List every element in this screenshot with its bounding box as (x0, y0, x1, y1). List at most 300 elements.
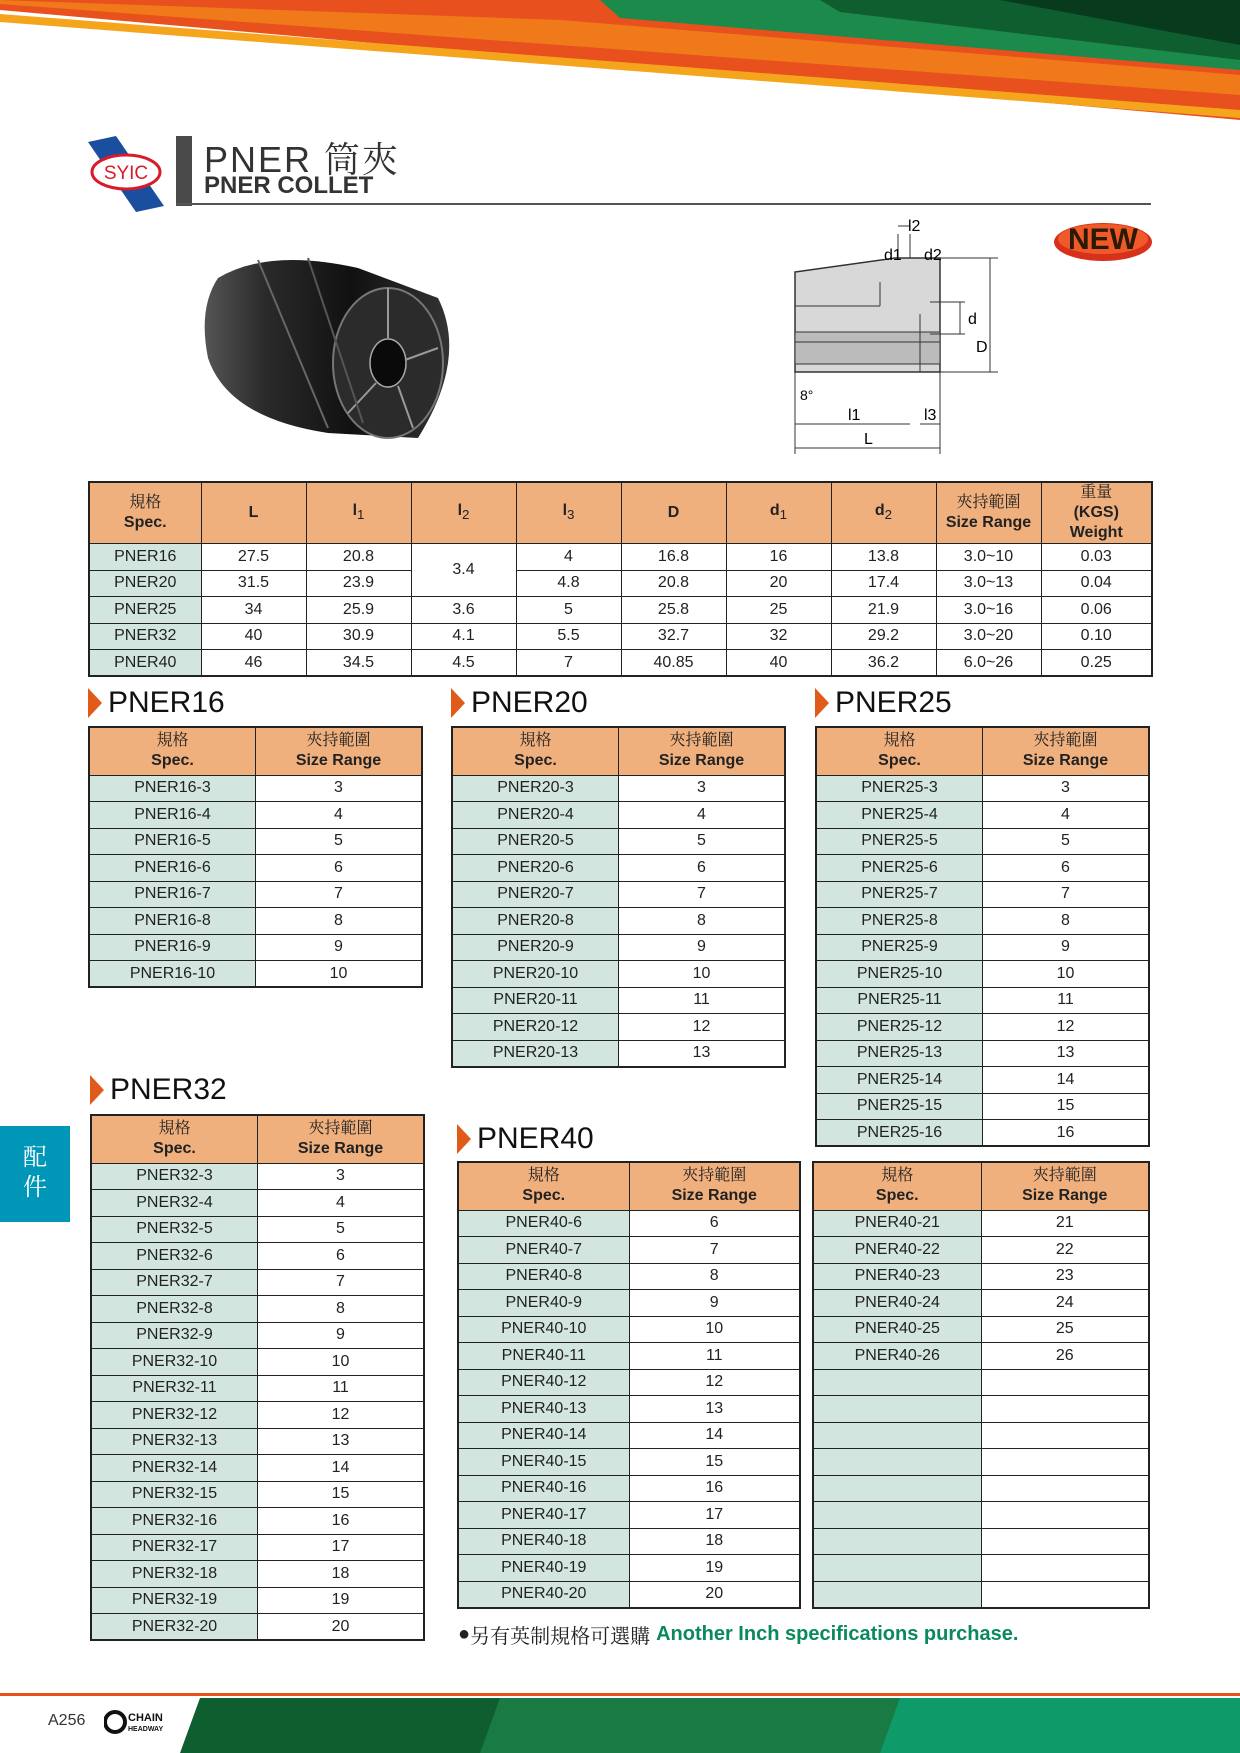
note-text-en: Another Inch specifications purchase. (656, 1623, 1019, 1645)
cell-size: 9 (256, 934, 423, 961)
cell-spec: PNER40-19 (458, 1555, 629, 1582)
technical-drawing (780, 214, 1010, 460)
cell-spec (813, 1369, 981, 1396)
cell-size: 13 (629, 1396, 800, 1423)
cell-d2: 13.8 (831, 544, 936, 571)
cell-spec: PNER16-5 (89, 828, 256, 855)
svg-text:SYIC: SYIC (103, 163, 149, 184)
table-row (89, 570, 1152, 597)
table-row (89, 597, 1152, 624)
col-D: D (621, 482, 726, 544)
cell-size: 8 (256, 908, 423, 935)
cell-spec: PNER40-25 (813, 1316, 981, 1343)
cell-size: 7 (258, 1269, 425, 1296)
cell-spec: PNER32-17 (91, 1534, 258, 1561)
svg-text:l1: l1 (848, 407, 861, 424)
cell-spec: PNER32-4 (91, 1190, 258, 1217)
section-title-pner16: PNER16 (88, 686, 225, 720)
col-spec: 規格 Spec. (458, 1162, 629, 1210)
cell-d1: 25 (726, 597, 831, 624)
table-row (452, 1014, 785, 1041)
col-size-range: 夾持範圍 Size Range (258, 1115, 425, 1163)
cell-spec: PNER32-5 (91, 1216, 258, 1243)
chain-headway-logo (104, 1709, 184, 1735)
section-title-pner32: PNER32 (90, 1073, 227, 1107)
cell-size: 9 (629, 1290, 800, 1317)
cell-size: 23 (981, 1263, 1149, 1290)
col-l2: $l_2$ (411, 482, 516, 544)
cell-spec: PNER40-17 (458, 1502, 629, 1529)
cell-size: 20 (258, 1614, 425, 1641)
table-row (91, 1216, 424, 1243)
cell-size: 3 (256, 775, 423, 802)
table-row (813, 1422, 1149, 1449)
table-row (91, 1163, 424, 1190)
cell-size: 10 (983, 961, 1150, 988)
svg-text:l2: l2 (908, 218, 921, 235)
side-tab-line-1: 配 (23, 1144, 47, 1171)
new-badge (1052, 214, 1154, 264)
col-L: L (201, 482, 306, 544)
table-row (452, 1040, 785, 1067)
sub-table-header (89, 727, 422, 775)
cell-l3: 5 (516, 597, 621, 624)
cell-size: 5 (983, 828, 1150, 855)
cell-d2: 21.9 (831, 597, 936, 624)
page-number: A256 (48, 1712, 86, 1729)
cell-spec: PNER32-13 (91, 1428, 258, 1455)
cell-spec: PNER40-18 (458, 1528, 629, 1555)
cell-spec: PNER40-23 (813, 1263, 981, 1290)
cell-size: 12 (983, 1014, 1150, 1041)
cell-D: 16.8 (621, 544, 726, 571)
table-row (91, 1534, 424, 1561)
cell-range: 3.0~13 (936, 570, 1041, 597)
cell-spec: PNER32-19 (91, 1587, 258, 1614)
table-row (458, 1581, 800, 1608)
cell-spec: PNER16-8 (89, 908, 256, 935)
table-row (458, 1502, 800, 1529)
table-row (458, 1290, 800, 1317)
cell-size: 17 (258, 1534, 425, 1561)
cell-size: 3 (983, 775, 1150, 802)
cell-spec: PNER16-10 (89, 961, 256, 988)
cell-size (981, 1528, 1149, 1555)
col-spec: 規格 Spec. (813, 1162, 981, 1210)
cell-spec: PNER20-7 (452, 881, 619, 908)
cell-size: 25 (981, 1316, 1149, 1343)
cell-L: 27.5 (201, 544, 306, 571)
inch-spec-note (458, 1620, 1018, 1649)
cell-weight: 0.06 (1041, 597, 1152, 624)
table-row (458, 1528, 800, 1555)
cell-spec: PNER32-7 (91, 1269, 258, 1296)
table-row (458, 1343, 800, 1370)
table-row (91, 1561, 424, 1588)
cell-size: 8 (629, 1263, 800, 1290)
table-row (89, 934, 422, 961)
table-row (813, 1369, 1149, 1396)
table-row (816, 855, 1149, 882)
cell-size (981, 1449, 1149, 1476)
cell-spec: PNER25-6 (816, 855, 983, 882)
table-row (91, 1614, 424, 1641)
cell-spec: PNER40-13 (458, 1396, 629, 1423)
cell-size: 3 (258, 1163, 425, 1190)
cell-size: 16 (983, 1120, 1150, 1147)
table-row (458, 1475, 800, 1502)
cell-spec: PNER25-11 (816, 987, 983, 1014)
table-row (91, 1428, 424, 1455)
cell-spec: PNER32-10 (91, 1349, 258, 1376)
cell-size: 11 (619, 987, 786, 1014)
svg-text:d1: d1 (884, 247, 902, 264)
cell-D: 40.85 (621, 650, 726, 677)
table-row (816, 1093, 1149, 1120)
table-row (89, 544, 1152, 571)
cell-size: 8 (983, 908, 1150, 935)
svg-text:d: d (968, 311, 977, 328)
cell-size: 20 (629, 1581, 800, 1608)
table-row (813, 1343, 1149, 1370)
cell-l1: 20.8 (306, 544, 411, 571)
cell-size: 16 (258, 1508, 425, 1535)
cell-range: 3.0~20 (936, 623, 1041, 650)
cell-size: 11 (629, 1343, 800, 1370)
table-row (452, 987, 785, 1014)
cell-size (981, 1502, 1149, 1529)
table-row (816, 961, 1149, 988)
cell-spec: PNER20 (89, 570, 201, 597)
cell-spec: PNER20-9 (452, 934, 619, 961)
cell-size: 7 (256, 881, 423, 908)
page-title: PNER 筒夾 (204, 139, 401, 180)
cell-size (981, 1475, 1149, 1502)
cell-spec: PNER32-9 (91, 1322, 258, 1349)
cell-l1: 23.9 (306, 570, 411, 597)
cell-size: 6 (258, 1243, 425, 1270)
cell-size: 14 (983, 1067, 1150, 1094)
table-row (816, 828, 1149, 855)
table-row (816, 1040, 1149, 1067)
table-row (816, 987, 1149, 1014)
cell-spec: PNER40-9 (458, 1290, 629, 1317)
table-row (452, 961, 785, 988)
cell-size: 6 (629, 1210, 800, 1237)
cell-spec (813, 1396, 981, 1423)
page-subtitle: PNER COLLET (204, 172, 374, 199)
section-title-pner40: PNER40 (457, 1122, 594, 1156)
table-row (458, 1316, 800, 1343)
col-weight: 重量 (KGS) Weight (1041, 482, 1152, 544)
cell-spec: PNER16-7 (89, 881, 256, 908)
cell-spec: PNER25-12 (816, 1014, 983, 1041)
cell-spec: PNER25-9 (816, 934, 983, 961)
cell-spec: PNER32-8 (91, 1296, 258, 1323)
table-row (89, 961, 422, 988)
table-row (813, 1449, 1149, 1476)
svg-text:CHAIN: CHAIN (128, 1712, 163, 1724)
sub-table-header (816, 727, 1149, 775)
table-row (813, 1396, 1149, 1423)
section-title-pner20: PNER20 (451, 686, 588, 720)
cell-weight: 0.25 (1041, 650, 1152, 677)
cell-spec: PNER20-3 (452, 775, 619, 802)
cell-spec: PNER20-6 (452, 855, 619, 882)
cell-d2: 29.2 (831, 623, 936, 650)
col-size-range: 夾持範圍 Size Range (256, 727, 423, 775)
cell-spec: PNER40-24 (813, 1290, 981, 1317)
cell-size: 14 (629, 1422, 800, 1449)
cell-size: 9 (619, 934, 786, 961)
cell-range: 3.0~16 (936, 597, 1041, 624)
table-row (816, 881, 1149, 908)
cell-spec: PNER25-8 (816, 908, 983, 935)
bullet-icon: ● (458, 1623, 471, 1645)
cell-spec: PNER20-5 (452, 828, 619, 855)
cell-l1: 34.5 (306, 650, 411, 677)
title-divider (176, 203, 1151, 205)
cell-size: 7 (619, 881, 786, 908)
col-spec: 規格 Spec. (89, 482, 201, 544)
cell-d1: 16 (726, 544, 831, 571)
svg-text:NEW: NEW (1068, 223, 1138, 256)
cell-size: 9 (983, 934, 1150, 961)
table-row (452, 908, 785, 935)
cell-spec: PNER16 (89, 544, 201, 571)
table-row (816, 1120, 1149, 1147)
col-l1: $l_1$ (306, 482, 411, 544)
cell-spec: PNER16-3 (89, 775, 256, 802)
cell-size: 13 (619, 1040, 786, 1067)
col-spec: 規格 Spec. (452, 727, 619, 775)
table-row (89, 623, 1152, 650)
col-spec: 規格 Spec. (91, 1115, 258, 1163)
cell-D: 25.8 (621, 597, 726, 624)
col-size-range: 夾持範圍 Size Range (936, 482, 1041, 544)
cell-size: 15 (983, 1093, 1150, 1120)
table-row (813, 1475, 1149, 1502)
arrow-icon (88, 688, 102, 718)
table-row (458, 1369, 800, 1396)
table-row (91, 1587, 424, 1614)
table-row (452, 881, 785, 908)
table-row (816, 934, 1149, 961)
col-d1: $d_1$ (726, 482, 831, 544)
table-row (813, 1528, 1149, 1555)
table-row (89, 908, 422, 935)
cell-weight: 0.04 (1041, 570, 1152, 597)
table-row (458, 1263, 800, 1290)
pner32-table (90, 1114, 425, 1641)
cell-spec: PNER25-13 (816, 1040, 983, 1067)
title-accent-bar (176, 136, 192, 206)
table-row (91, 1243, 424, 1270)
svg-text:l3: l3 (924, 407, 937, 424)
cell-spec (813, 1502, 981, 1529)
cell-size: 8 (258, 1296, 425, 1323)
cell-spec: PNER40-8 (458, 1263, 629, 1290)
table-row (89, 828, 422, 855)
cell-spec: PNER40 (89, 650, 201, 677)
cell-spec: PNER40-15 (458, 1449, 629, 1476)
cell-spec: PNER40-20 (458, 1581, 629, 1608)
svg-text:L: L (864, 431, 873, 448)
cell-l1: 25.9 (306, 597, 411, 624)
col-size-range: 夾持範圍 Size Range (629, 1162, 800, 1210)
cell-size: 12 (619, 1014, 786, 1041)
cell-size: 8 (619, 908, 786, 935)
table-row (452, 934, 785, 961)
cell-l3: 4 (516, 544, 621, 571)
cell-size: 3 (619, 775, 786, 802)
cell-spec: PNER16-4 (89, 802, 256, 829)
header-decoration (0, 0, 1240, 120)
cell-spec: PNER20-4 (452, 802, 619, 829)
arrow-icon (451, 688, 465, 718)
cell-size: 15 (258, 1481, 425, 1508)
col-size-range: 夾持範圍 Size Range (983, 727, 1150, 775)
cell-l1: 30.9 (306, 623, 411, 650)
cell-spec: PNER25 (89, 597, 201, 624)
cell-size: 6 (619, 855, 786, 882)
table-row (91, 1349, 424, 1376)
cell-size: 5 (258, 1216, 425, 1243)
cell-size (981, 1555, 1149, 1582)
svg-text:8°: 8° (800, 387, 814, 403)
cell-spec (813, 1528, 981, 1555)
cell-spec: PNER32-18 (91, 1561, 258, 1588)
cell-l2: 4.1 (411, 623, 516, 650)
cell-d1: 40 (726, 650, 831, 677)
cell-size: 18 (258, 1561, 425, 1588)
sub-table-header (458, 1162, 800, 1210)
cell-spec: PNER40-6 (458, 1210, 629, 1237)
cell-D: 32.7 (621, 623, 726, 650)
collet-photo (198, 248, 458, 448)
cell-size: 10 (256, 961, 423, 988)
table-row (91, 1455, 424, 1482)
svg-text:HEADWAY: HEADWAY (128, 1726, 164, 1733)
cell-spec: PNER32-6 (91, 1243, 258, 1270)
cell-size: 19 (258, 1587, 425, 1614)
cell-l3: 7 (516, 650, 621, 677)
table-row (816, 908, 1149, 935)
cell-size: 7 (983, 881, 1150, 908)
cell-spec: PNER40-10 (458, 1316, 629, 1343)
arrow-icon (457, 1124, 471, 1154)
cell-size: 4 (983, 802, 1150, 829)
cell-l2: 3.6 (411, 597, 516, 624)
cell-spec: PNER32-14 (91, 1455, 258, 1482)
section-title-pner25: PNER25 (815, 686, 952, 720)
table-row (813, 1316, 1149, 1343)
sub-table-header (91, 1115, 424, 1163)
cell-spec: PNER20-12 (452, 1014, 619, 1041)
cell-spec: PNER40-7 (458, 1237, 629, 1264)
cell-size: 5 (619, 828, 786, 855)
cell-spec (813, 1581, 981, 1608)
cell-size: 5 (256, 828, 423, 855)
cell-range: 3.0~10 (936, 544, 1041, 571)
cell-size: 4 (619, 802, 786, 829)
pner25-table (815, 726, 1150, 1147)
col-spec: 規格 Spec. (89, 727, 256, 775)
cell-size: 13 (983, 1040, 1150, 1067)
svg-text:d2: d2 (924, 247, 942, 264)
cell-weight: 0.03 (1041, 544, 1152, 571)
table-row (91, 1269, 424, 1296)
cell-spec: PNER40-12 (458, 1369, 629, 1396)
cell-size (981, 1396, 1149, 1423)
cell-L: 46 (201, 650, 306, 677)
table-row (458, 1555, 800, 1582)
table-row (816, 1014, 1149, 1041)
table-row (458, 1210, 800, 1237)
cell-spec: PNER20-11 (452, 987, 619, 1014)
cell-spec: PNER32-12 (91, 1402, 258, 1429)
cell-l3: 4.8 (516, 570, 621, 597)
cell-spec: PNER25-15 (816, 1093, 983, 1120)
cell-size: 10 (258, 1349, 425, 1376)
side-tab-accessories (0, 1126, 70, 1222)
table-row (89, 650, 1152, 677)
table-row (452, 775, 785, 802)
table-row (91, 1375, 424, 1402)
cell-size: 6 (256, 855, 423, 882)
spec-table (88, 481, 1153, 677)
cell-spec: PNER16-6 (89, 855, 256, 882)
cell-spec: PNER32-15 (91, 1481, 258, 1508)
table-row (816, 1067, 1149, 1094)
cell-spec: PNER16-9 (89, 934, 256, 961)
arrow-icon (90, 1075, 104, 1105)
arrow-icon (815, 688, 829, 718)
cell-size: 13 (258, 1428, 425, 1455)
cell-size: 26 (981, 1343, 1149, 1370)
cell-spec (813, 1555, 981, 1582)
cell-range: 6.0~26 (936, 650, 1041, 677)
note-text-cn: 另有英制規格可選購 (470, 1626, 651, 1648)
table-row (91, 1190, 424, 1217)
cell-size: 18 (629, 1528, 800, 1555)
cell-spec: PNER25-7 (816, 881, 983, 908)
cell-size: 24 (981, 1290, 1149, 1317)
table-row (89, 775, 422, 802)
cell-spec: PNER40-22 (813, 1237, 981, 1264)
cell-size: 17 (629, 1502, 800, 1529)
cell-spec (813, 1449, 981, 1476)
cell-size: 16 (629, 1475, 800, 1502)
col-spec: 規格 Spec. (816, 727, 983, 775)
table-row (91, 1508, 424, 1535)
cell-L: 40 (201, 623, 306, 650)
cell-weight: 0.10 (1041, 623, 1152, 650)
table-row (816, 775, 1149, 802)
cell-spec: PNER32-16 (91, 1508, 258, 1535)
cell-d1: 32 (726, 623, 831, 650)
cell-l3: 5.5 (516, 623, 621, 650)
svg-text:D: D (976, 339, 988, 356)
pner20-table (451, 726, 786, 1068)
cell-size: 22 (981, 1237, 1149, 1264)
cell-spec: PNER40-21 (813, 1210, 981, 1237)
table-row (813, 1210, 1149, 1237)
cell-spec: PNER25-10 (816, 961, 983, 988)
cell-size (981, 1422, 1149, 1449)
cell-spec: PNER32 (89, 623, 201, 650)
cell-spec (813, 1422, 981, 1449)
